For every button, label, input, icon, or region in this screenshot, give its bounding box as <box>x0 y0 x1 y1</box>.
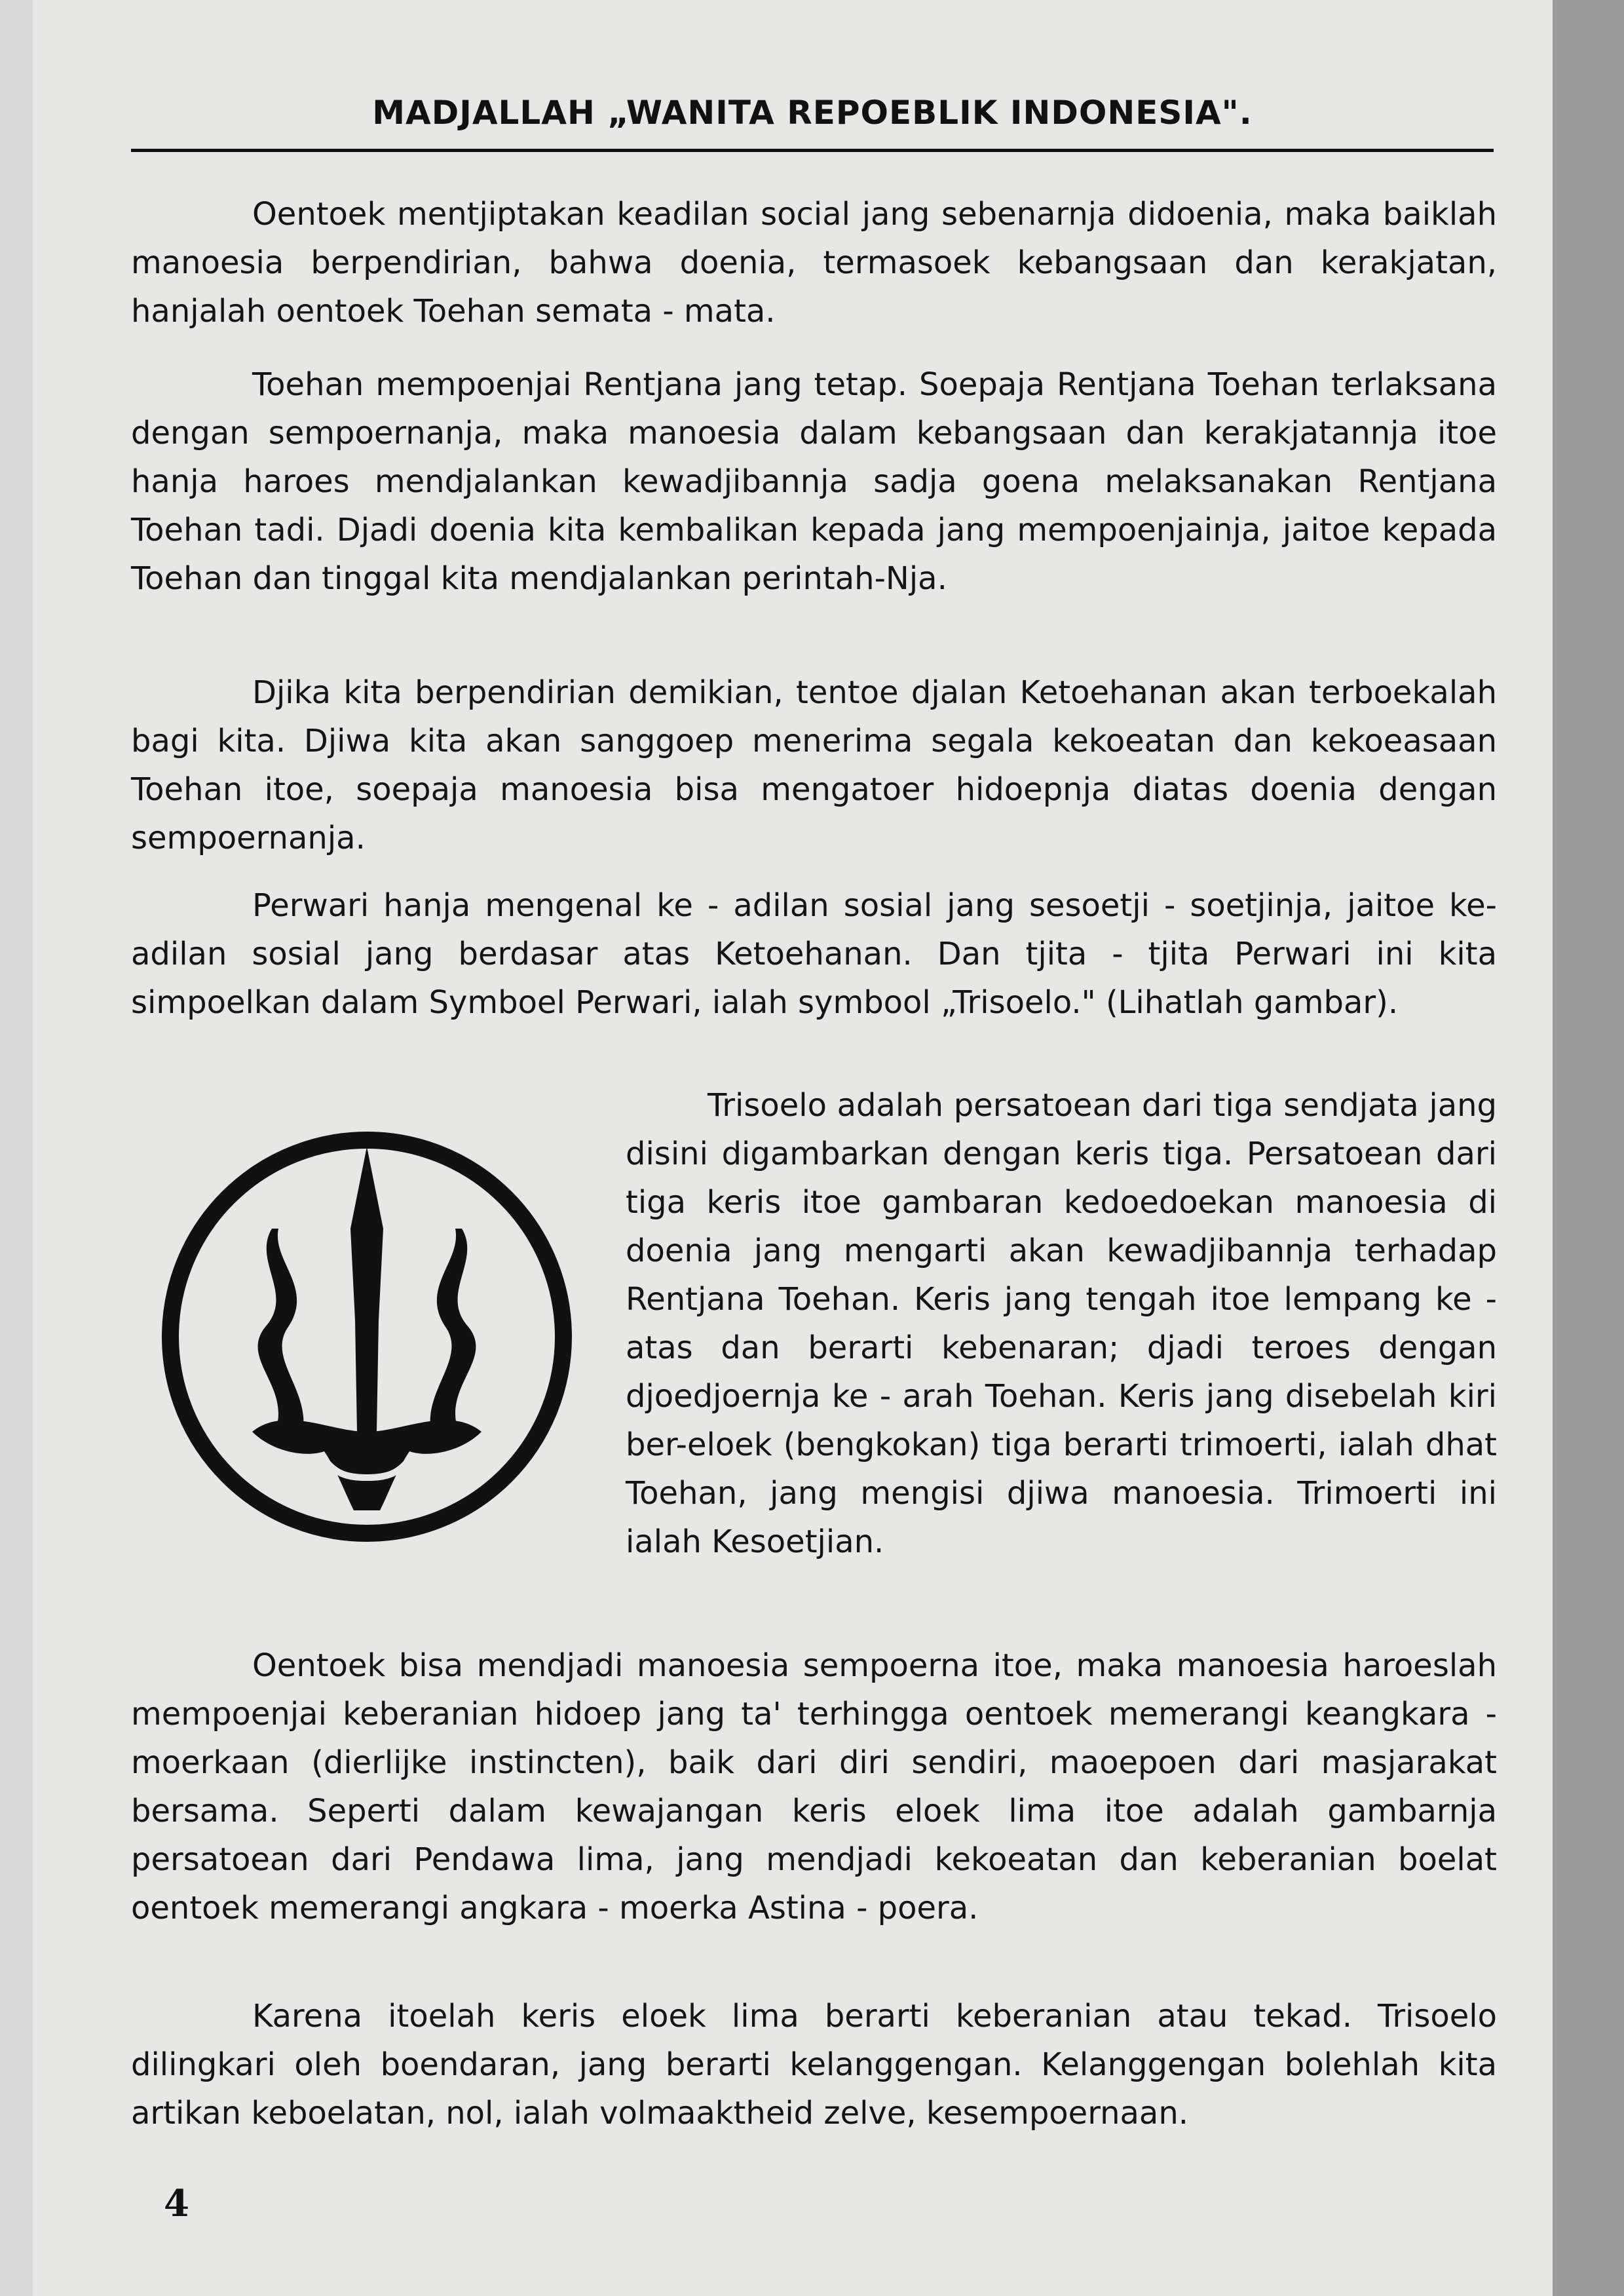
paragraph-3: Djika kita berpendirian demikian, tentoe djalan Ketoehanan akan terboekalah bagi kita. Djiwa kita akan sanggoep menerima segala kekoeatan dan kekoeasaan Toehan itoe, soepaja manoesia bisa mengatoer hidoepnja diatas doenia dengan sempoernanja. <box>131 674 1497 856</box>
page-number: 4 <box>164 2182 189 2225</box>
paragraph-2: Toehan mempoenjai Rentjana jang tetap. Soepaja Rentjana Toehan terlaksana dengan sempoernanja, maka manoesia dalam kebangsaan dan kerakjatannja itoe hanja haroes mendjalankan kewadjibannja sadja goena melaksanakan Rentjana Toehan tadi. Djadi doenia kita kembalikan kepada jang mempoenjainja, jaitoe kepada Toehan dan tinggal kita mendjalankan perintah-Nja. <box>131 366 1497 597</box>
trisoelo-emblem-icon <box>154 1124 580 1550</box>
paragraph-5: Trisoelo adalah persatoean dari tiga sendjata jang disini digambarkan dengan keris tiga. Persatoean dari tiga keris itoe gambaran kedoedoekan manoesia di doenia jang mengarti akan kewadjibannja terhadap Rentjana Toehan. Keris jang tengah itoe lempang ke - atas dan berarti kebenaran; djadi teroes dengan djoedjoernja ke - arah Toehan. Keris jang disebelah kiri ber-eloek (bengkokan) tiga berarti trimoerti, ialah dhat Toehan, jang mengisi djiwa manoesia. Trimoerti ini ialah Kesoetjian. <box>626 1087 1497 1560</box>
paragraph-7: Karena itoelah keris eloek lima berarti keberanian atau tekad. Trisoelo dilingkari oleh boendaran, jang berarti kelanggengan. Kelanggengan bolehlah kita artikan keboelatan, nol, ialah volmaaktheid zelve, kesempoernaan. <box>131 1998 1497 2132</box>
header-rule <box>131 149 1494 152</box>
magazine-title: MADJALLAH „WANITA REPOEBLIK INDONESIA". <box>372 94 1253 132</box>
paragraph-6: Oentoek bisa mendjadi manoesia sempoerna itoe, maka manoesia haroeslah mempoenjai keberanian hidoep jang ta' terhingga oentoek memerangi keangkara - moerkaan (dierlijke instincten), baik dari diri sendiri, maoepoen dari masjarakat bersama. Seperti dalam kewajangan keris eloek lima itoe adalah gambarnja persatoean dari Pendawa lima, jang mendjadi kekoeatan dan keberanian boelat oentoek memerangi angkara - moerka Astina - poera. <box>131 1647 1497 1926</box>
scan-edge <box>1553 0 1624 2296</box>
paragraph-4: Perwari hanja mengenal ke - adilan sosial jang sesoetji - soetjinja, jaitoe ke-adilan sosial jang berdasar atas Ketoehanan. Dan tjita - tjita Perwari ini kita simpoelkan dalam Symboel Perwari, ialah symbool „Trisoelo." (Lihatlah gambar). <box>131 887 1497 1021</box>
page-header <box>131 88 1494 151</box>
paragraph-1: Oentoek mentjiptakan keadilan social jang sebenarnja didoenia, maka baiklah manoesia berpendirian, bahwa doenia, termasoek kebangsaan dan kerakjatan, hanjalah oentoek Toehan semata - mata. <box>131 196 1497 330</box>
